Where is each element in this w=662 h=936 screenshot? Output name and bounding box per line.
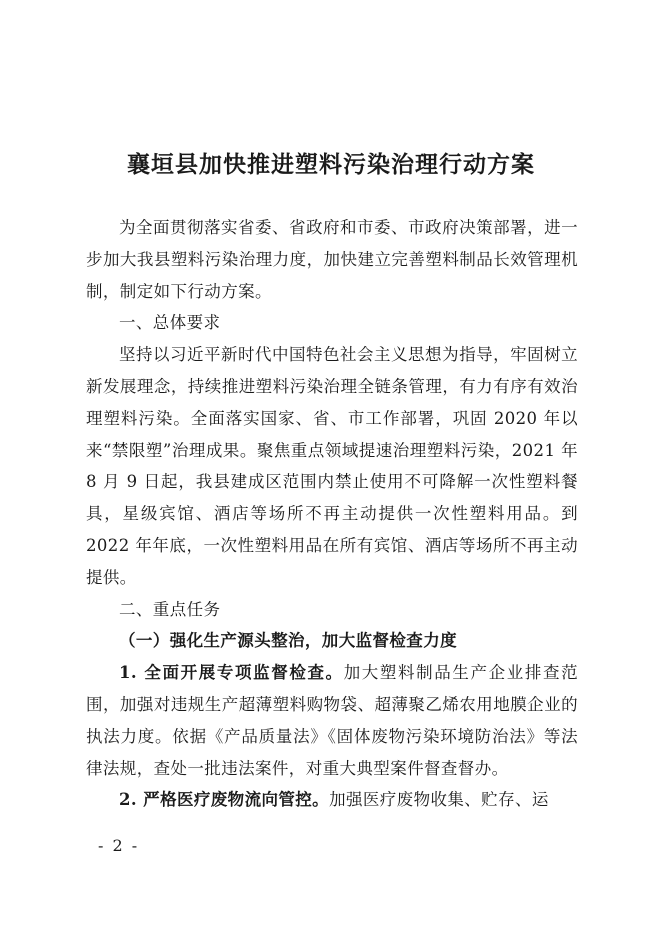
document-body [86,212,578,816]
section-heading-general-requirements: 一、总体要求 [119,313,221,333]
task-item-2 [86,784,578,816]
section-heading-key-tasks: 二、重点任务 [119,599,221,619]
task-item-1-lead: 1. 全面开展专项监督检查。 [119,663,344,683]
intro-paragraph: 为全面贯彻落实省委、省政府和市委、市政府决策部署，进一步加大我县塑料污染治理力度，加快建立完善塑料制品长效管理机制，制定如下行动方案。 [86,218,578,301]
task-item-2-lead: 2. 严格医疗废物流向管控。 [119,790,330,810]
task-item-1 [86,657,578,784]
subsection-heading-production-source: （一）强化生产源头整治，加大监督检查力度 [119,631,457,651]
page-number: - 2 - [98,836,140,855]
task-item-2-text: 加强医疗废物收集、贮存、运 [329,790,549,810]
document-title: 襄垣县加快推进塑料污染治理行动方案 [127,151,535,178]
general-requirements-paragraph: 坚持以习近平新时代中国特色社会主义思想为指导，牢固树立新发展理念，持续推进塑料污染治理全链条管理，有力有序有效治理塑料污染。全面落实国家、省、市工作部署，巩固 2020 年以来“禁限塑”治理成果。聚焦重点领域提速治理塑料污染，2021 年 8 月 9 日起，我县建成区范围内禁止使用不可降解一次性塑料餐具，星级宾馆、酒店等场所不再主动提供一次性塑料用品。到 2022 年年底，一次性塑料用品在所有宾馆、酒店等场所不再主动提供。 [86,345,578,587]
task-item-1-text: 加大塑料制品生产企业排查范围，加强对违规生产超薄塑料购物袋、超薄聚乙烯农用地膜企业的执法力度。依据《产品质量法》《固体废物污染环境防治法》等法律法规，查处一批违法案件，对重大典型案件督查督办。 [86,663,578,778]
